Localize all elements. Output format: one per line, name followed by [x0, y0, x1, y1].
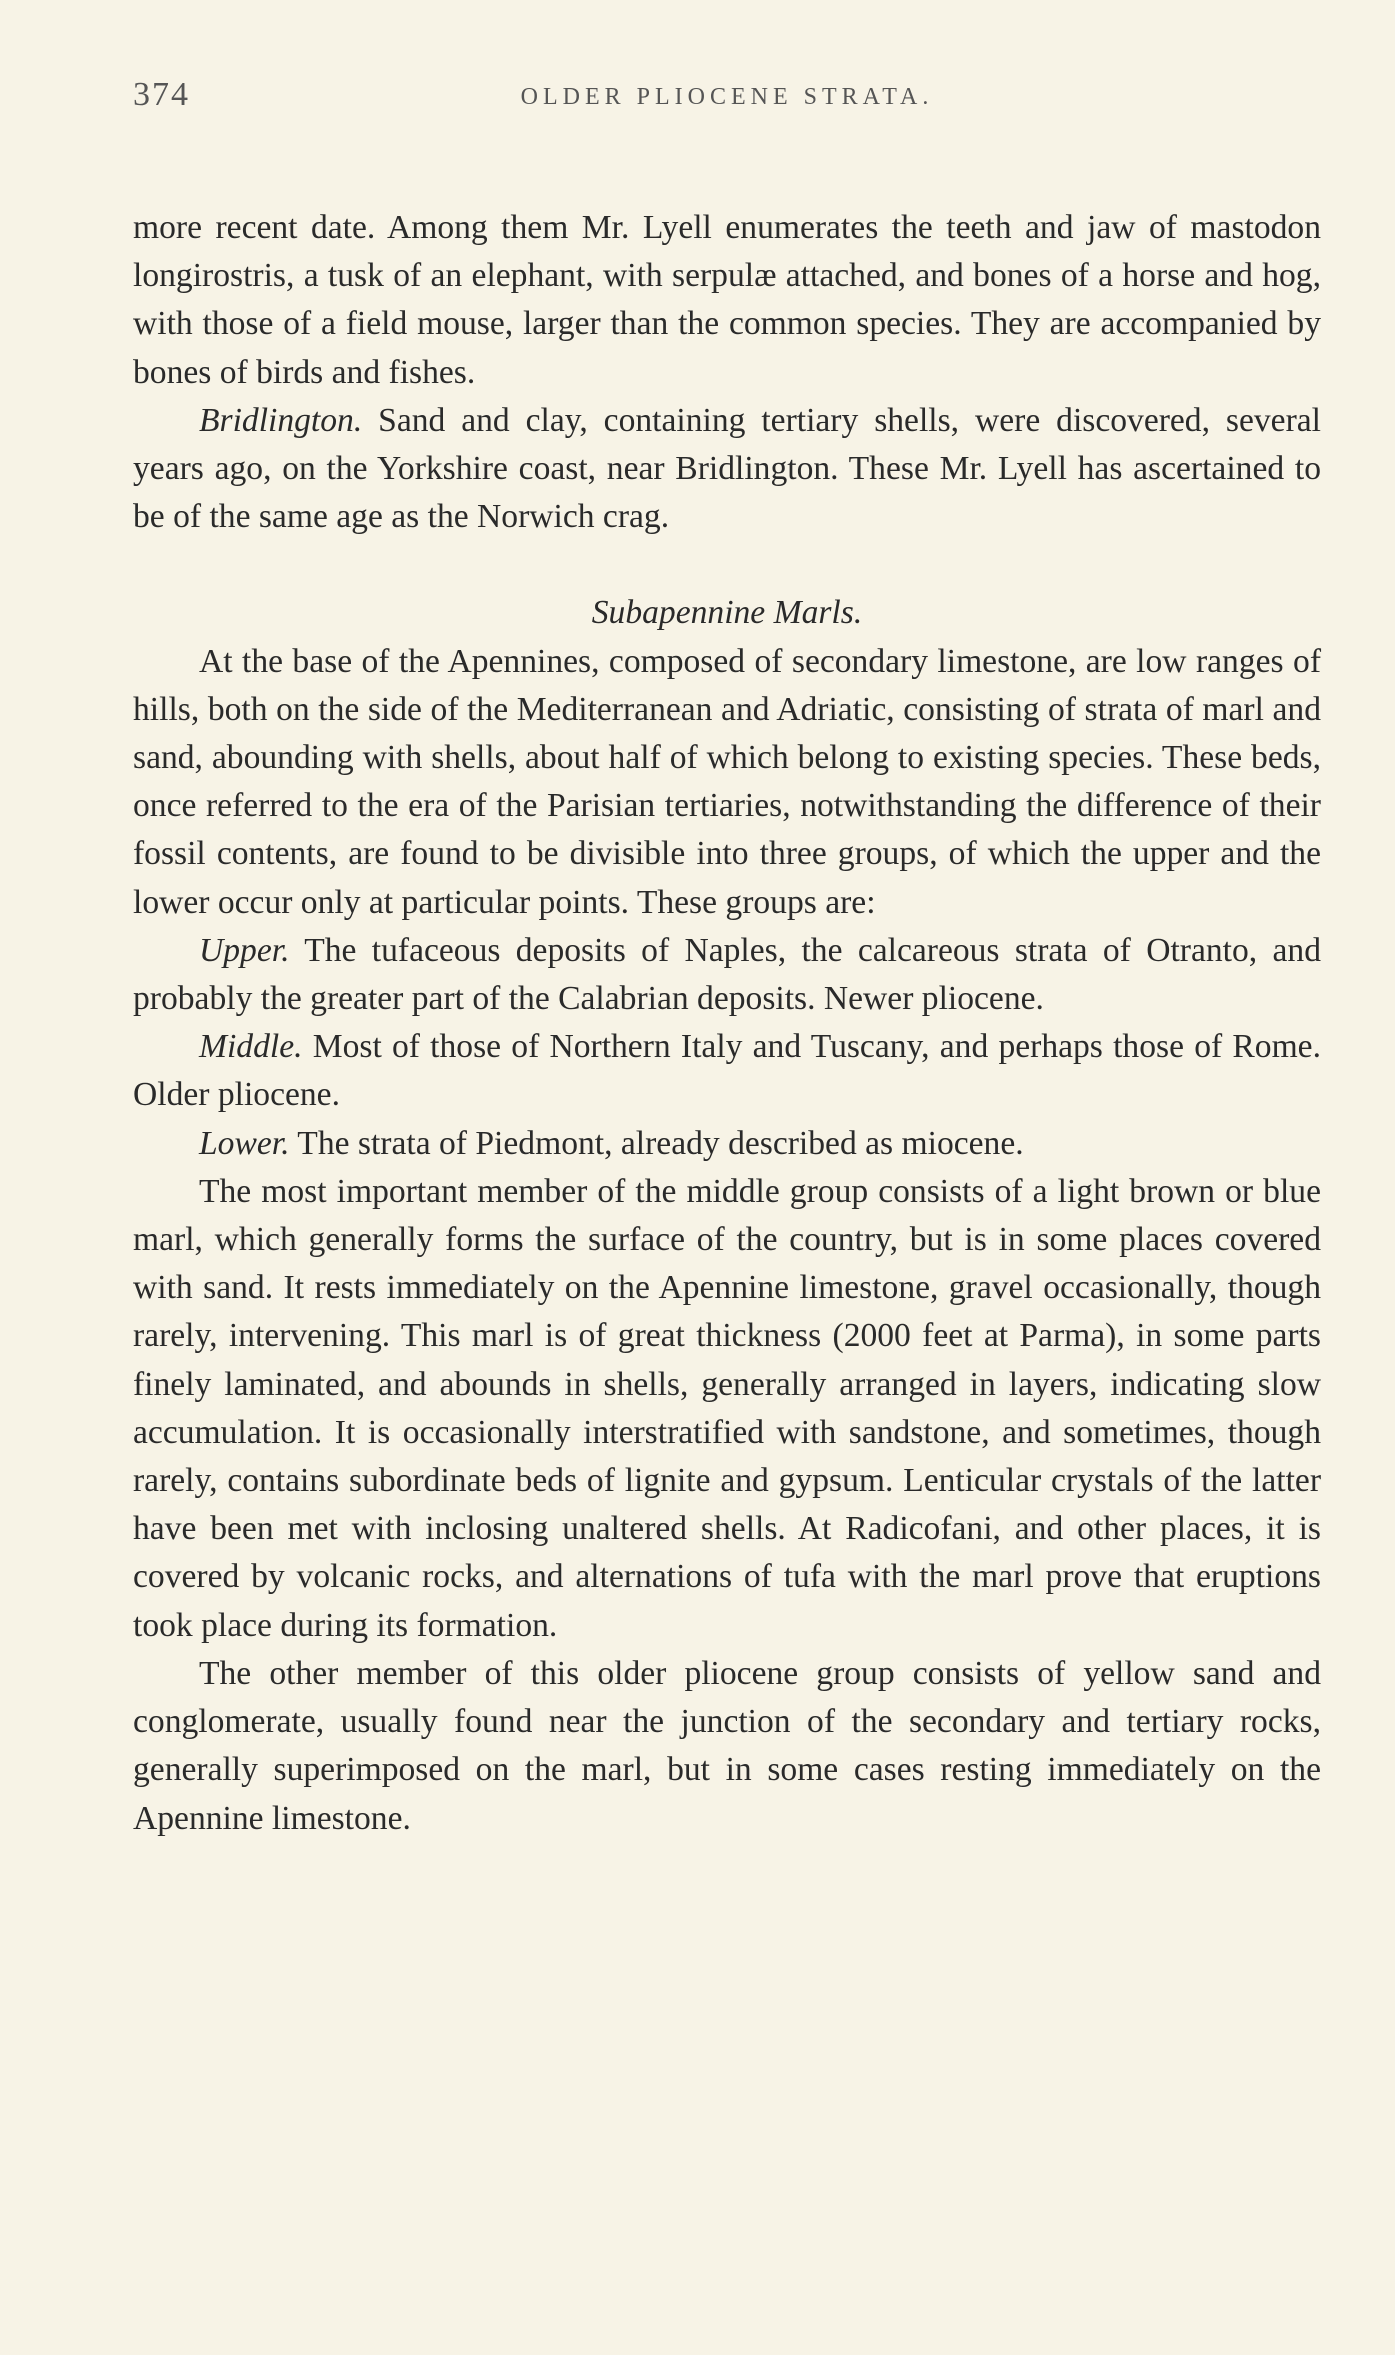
- paragraph-text: The strata of Piedmont, already described as miocene.: [289, 1124, 1024, 1162]
- running-head: [133, 62, 1321, 122]
- paragraph-text: At the base of the Apennines, composed of secondary limestone, are low ranges of hills, both on the side of the Mediterranean and Adriatic, consisting of strata of marl and sand, abounding with shells, about half of which belong to existing species. These beds, once referred to the era of the Parisian tertiaries, notwithstanding the difference of their fossil contents, are found to be divisible into three groups, of which the upper and the lower occur only at particular points. These groups are:: [133, 642, 1321, 921]
- paragraph-text: The other member of this older pliocene group consists of yellow sand and conglomerate, usually found near the junction of the secondary and tertiary rocks, generally superimposed on the marl, but in some cases resting immediately on the Apennine limestone.: [133, 1654, 1321, 1837]
- section-heading: Subapennine Marls.: [591, 594, 863, 632]
- run-in-heading-lower: Lower.: [199, 1124, 290, 1162]
- running-title: OLDER PLIOCENE STRATA.: [520, 84, 934, 110]
- paragraph-text: The tufaceous deposits of Naples, the calcareous strata of Otranto, and probably the greater part of the Calabrian deposits. Newer pliocene.: [133, 931, 1321, 1018]
- paragraph-upper: [133, 927, 1321, 1023]
- body-text: [133, 204, 1321, 1843]
- paragraph-text: Most of those of Northern Italy and Tuscany, and perhaps those of Rome. Older pliocene.: [133, 1028, 1321, 1114]
- paragraph-bridlington: [133, 397, 1321, 542]
- paragraph-middle: [133, 1023, 1321, 1119]
- paragraph-lower: [133, 1120, 1321, 1168]
- paragraph-middle-group-marl: [133, 1168, 1321, 1650]
- page-number: 374: [133, 76, 190, 113]
- run-in-heading-middle: Middle.: [199, 1028, 303, 1066]
- run-in-heading-upper: Upper.: [199, 931, 290, 969]
- run-in-heading-bridlington: Bridlington.: [199, 401, 363, 439]
- paragraph-text: more recent date. Among them Mr. Lyell enumerates the teeth and jaw of mastodon longirostris, a tusk of an elephant, with serpulæ attached, and bones of a horse and hog, with those of a field mouse, larger than the common species. They are accompanied by bones of birds and fishes.: [133, 209, 1321, 391]
- paragraph-continued: [133, 204, 1321, 397]
- paragraph-text: Sand and clay, containing tertiary shells, were discovered, several years ago, on the Yorkshire coast, near Bridlington. These Mr. Lyell has ascertained to be of the same age as the Norwich crag.: [133, 401, 1321, 536]
- book-page: [133, 62, 1321, 1843]
- paragraph-yellow-sand: [133, 1650, 1321, 1843]
- paragraph-apennines: [133, 638, 1321, 927]
- paragraph-text: The most important member of the middle group consists of a light brown or blue marl, which generally forms the surface of the country, but is in some places covered with sand. It rests immediately on the Apennine limestone, gravel occasionally, though rarely, intervening. This marl is of great thickness (2000 feet at Parma), in some parts finely laminated, and abounds in shells, generally arranged in layers, indicating slow accumulation. It is occasionally interstratified with sandstone, and sometimes, though rarely, contains subordinate beds of lignite and gypsum. Lenticular crystals of the latter have been met with inclosing unaltered shells. At Radicofani, and other places, it is covered by volcanic rocks, and alternations of tufa with the marl prove that eruptions took place during its formation.: [133, 1172, 1321, 1644]
